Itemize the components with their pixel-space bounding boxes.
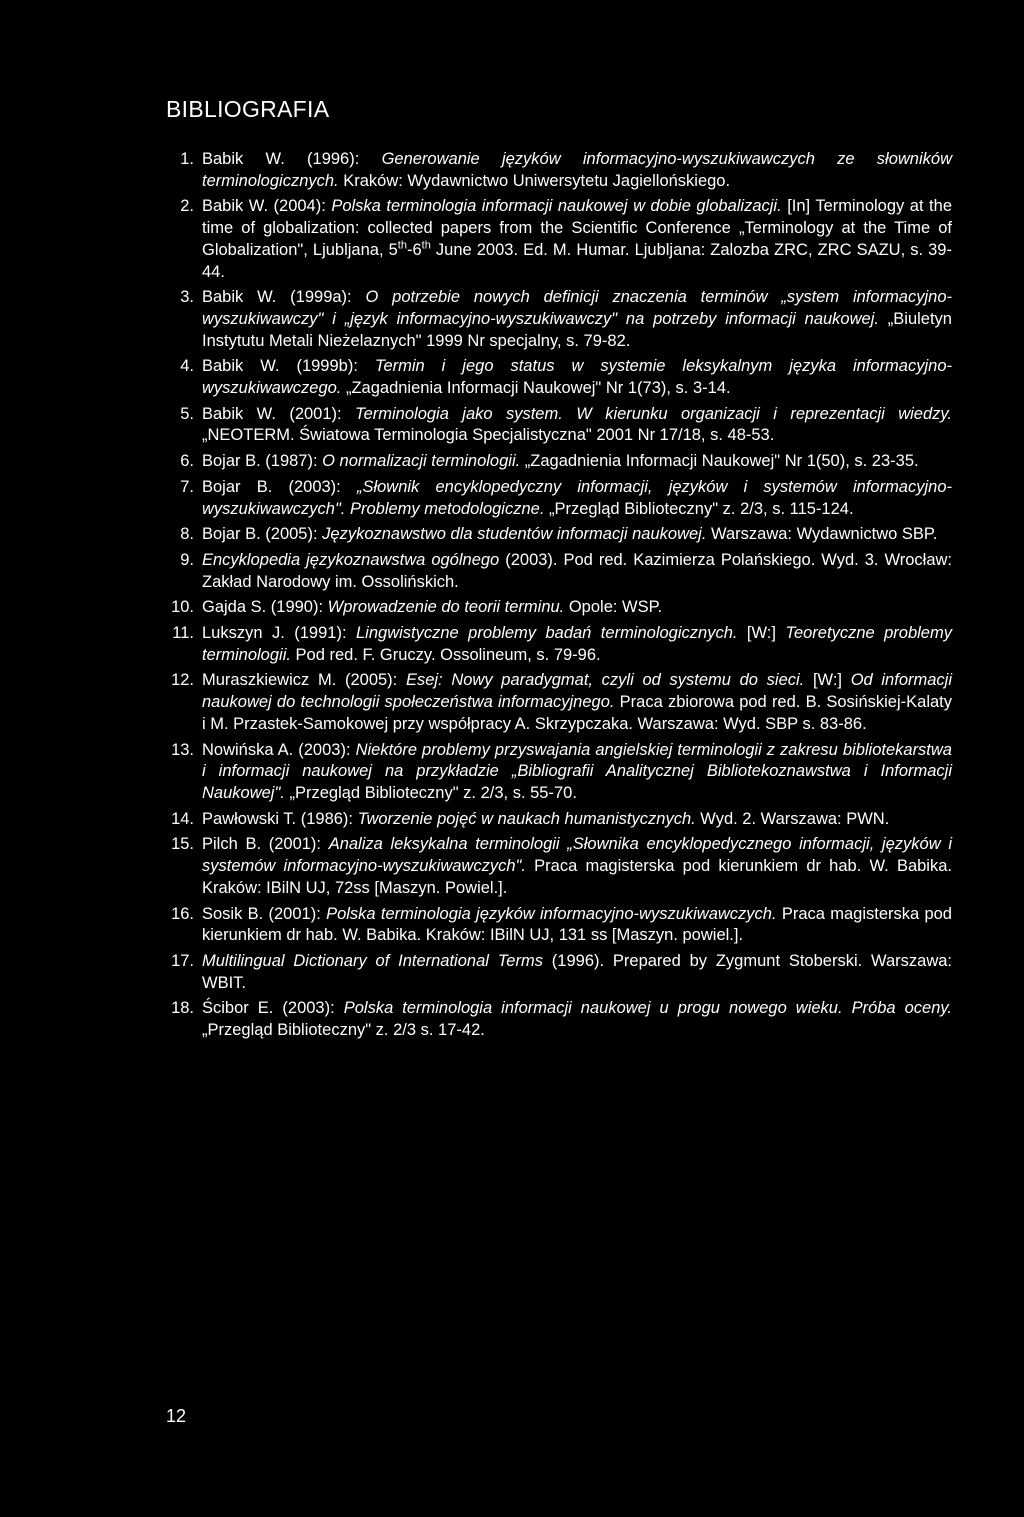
entry-text (202, 550, 952, 593)
entry-title: Tworzenie pojęć w naukach humanistycznych. (357, 809, 696, 828)
entry-segment: [W:] (737, 624, 786, 643)
bibliography-entry (166, 740, 952, 805)
entry-text (202, 404, 952, 447)
entry-text (202, 356, 952, 399)
entry-segment: Wyd. 2. Warszawa: PWN. (695, 809, 890, 828)
entry-text (202, 809, 952, 831)
entry-title: Encyklopedia językoznawstwa ogólnego (202, 550, 500, 569)
entry-text (202, 834, 952, 899)
entry-segment: Bojar B. (2005): (202, 525, 323, 544)
entry-number: 2. (180, 197, 194, 216)
entry-title: Polska terminologia języków informacyjno-wyszukiwawczych. (326, 904, 777, 923)
entry-segment: Bojar B. (1987): (202, 452, 323, 471)
entry-segment: Praca zbiorowa pod red. B. Sosińskiej-Kalaty i M. Przastek-Samokowej przy współpracy A. Skrzypczaka. Warszawa: Wyd. SBP s. 83-86. (202, 693, 952, 733)
entry-title: Generowanie języków informacyjno-wyszukiwawczych ze słowników terminologicznych. (202, 150, 952, 190)
entry-segment: Babik W. (2001): (202, 404, 356, 423)
entry-segment: „Przegląd Biblioteczny" z. 2/3, s. 115-124. (544, 499, 854, 518)
entry-segment: (2003). Pod red. Kazimierza Polańskiego. Wyd. 3. Wrocław: Zakład Narodowy im. Ossolińskich. (202, 550, 952, 591)
entry-segment: Warszawa: Wydawnictwo SBP. (706, 525, 938, 544)
entry-title: Teoretyczne problemy terminologii. (202, 624, 952, 664)
entry-text (202, 149, 952, 192)
entry-title: Od informacji naukowej do technologii społeczeństwa informacyjnego. (202, 671, 952, 712)
bibliography-entry (166, 356, 952, 399)
entry-segment: Ścibor E. (2003): (202, 999, 344, 1018)
bibliography-entry (166, 524, 952, 546)
entry-text (202, 623, 952, 666)
entry-text (202, 740, 952, 805)
entry-title: Termin i jego status w systemie leksykalnym języka informacyjno-wyszukiwawczego. (202, 357, 952, 398)
bibliography-list (166, 149, 952, 1046)
entry-segment: Babik W. (1996): (202, 150, 382, 168)
entry-segment: (1996). Prepared by Zygmunt Stoberski. Warszawa: WBIT. (202, 951, 953, 992)
entry-segment: Kraków: Wydawnictwo Uniwersytetu Jagiellońskiego. (338, 171, 731, 190)
entry-number: 15. (171, 835, 194, 854)
entry-title: Polska terminologia informacji naukowej w dobie globalizacji. (331, 197, 782, 216)
entry-segment: Lukszyn J. (1991): (202, 624, 356, 643)
entry-text (202, 524, 952, 546)
page-number: 12 (166, 1406, 187, 1426)
entry-title: Analiza leksykalna terminologii „Słownika encyklopedycznego informacji, języków i systemów informacyjno-wyszukiwawczych". (202, 835, 952, 876)
entry-number: 4. (180, 357, 194, 376)
entry-text (202, 998, 952, 1041)
bibliography-entry (166, 149, 952, 192)
entry-superscript: th (397, 239, 407, 252)
entry-segment: Pawłowski T. (1986): (202, 809, 358, 828)
entry-number: 1. (180, 150, 194, 168)
bibliography-entry (166, 404, 952, 447)
entry-segment: Sosik B. (2001): (202, 904, 327, 923)
bibliography-entry (166, 477, 952, 520)
entry-segment: „Przegląd Biblioteczny" z. 2/3 s. 17-42. (202, 1021, 485, 1040)
entry-segment: [In] Terminology at the time of globalization: collected papers from the Scientific Conference „Terminology at the Time of Globalization", Ljubljana, 5 (202, 197, 952, 259)
entry-segment: Opole: WSP. (564, 598, 663, 617)
entry-number: 11. (172, 624, 194, 643)
entry-segment: [W:] (804, 671, 851, 690)
entry-number: 8. (180, 525, 194, 544)
entry-segment: -6 (406, 240, 422, 259)
entry-number: 9. (180, 550, 194, 569)
entry-segment: Gajda S. (1990): (202, 598, 328, 617)
entry-number: 18. (171, 999, 194, 1018)
bibliography-entry (166, 998, 952, 1041)
bibliography-entry (166, 451, 952, 473)
bibliography-entry (166, 904, 952, 947)
entry-number: 17. (171, 951, 194, 970)
entry-segment: Pod red. F. Gruczy. Ossolineum, s. 79-96. (290, 645, 601, 664)
entry-segment: Pilch B. (2001): (202, 835, 329, 854)
entry-title: Językoznawstwo dla studentów informacji naukowej. (322, 525, 707, 544)
bibliography-entry (166, 809, 952, 831)
entry-segment: „NEOTERM. Światowa Terminologia Specjalistyczna" 2001 Nr 17/18, s. 48-53. (202, 426, 775, 445)
bibliography-entry (166, 623, 952, 666)
entry-text (202, 670, 952, 735)
entry-number: 14. (171, 809, 194, 828)
entry-number: 10. (171, 598, 194, 617)
entry-superscript: th (421, 239, 431, 252)
entry-segment: Nowińska A. (2003): (202, 740, 356, 759)
entry-number: 12. (171, 671, 194, 690)
entry-title: Lingwistyczne problemy badań terminologicznych. (356, 624, 738, 643)
bibliography-entry (166, 287, 952, 352)
entry-number: 7. (180, 477, 194, 496)
entry-segment: „Zagadnienia Informacji Naukowej" Nr 1(50), s. 23-35. (520, 452, 919, 471)
entry-segment: „Przegląd Biblioteczny" z. 2/3, s. 55-70. (284, 783, 577, 802)
entry-segment: Babik W. (1999a): (202, 288, 366, 307)
page-heading: BIBLIOGRAFIA (166, 96, 330, 122)
entry-title: Niektóre problemy przyswajania angielskiej terminologii z zakresu bibliotekarstwa i informacji naukowej na przykładzie „Bibliografii Analitycznej Bibliotekoznawstwa i Informacji Naukowej". (202, 740, 952, 802)
entry-title: O potrzebie nowych definicji znaczenia terminów „system informacyjno-wyszukiwawczy" i „język informacyjno-wyszukiwawczy" na potrzeby informacji naukowej. (202, 288, 953, 328)
bibliography-entry (166, 670, 952, 735)
entry-title: „Słownik encyklopedyczny informacji, języków i systemów informacyjno-wyszukiwawczych". Problemy metodologiczne. (202, 477, 952, 518)
entry-text (202, 904, 952, 947)
bibliography-entry (166, 834, 952, 899)
entry-text (202, 477, 952, 520)
entry-number: 5. (180, 404, 194, 423)
entry-text (202, 451, 952, 473)
entry-segment: Bojar B. (2003): (202, 477, 357, 496)
entry-title: Polska terminologia informacji naukowej u progu nowego wieku. Próba oceny. (343, 999, 953, 1018)
entry-number: 3. (180, 288, 194, 307)
entry-segment: Babik W. (1999b): (202, 357, 375, 376)
entry-segment: Praca magisterska pod kierunkiem dr hab. W. Babika. Kraków: IBilN UJ, 72ss [Maszyn. Powiel.]. (202, 857, 952, 897)
entry-title: Wprowadzenie do teorii terminu. (327, 598, 565, 617)
entry-title: Multilingual Dictionary of International Terms (202, 951, 543, 970)
entry-text (202, 951, 952, 994)
entry-title: O normalizacji terminologii. (322, 452, 521, 471)
bibliography-entry (166, 550, 952, 593)
entry-segment: Praca magisterska pod kierunkiem dr hab. W. Babika. Kraków: IBilN UJ, 131 ss [Maszyn. powiel.]. (202, 904, 952, 945)
entry-title: Esej: Nowy paradygmat, czyli od systemu do sieci. (405, 671, 805, 690)
entry-number: 16. (171, 904, 194, 923)
entry-segment: Muraszkiewicz M. (2005): (202, 671, 406, 690)
entry-segment: Babik W. (2004): (202, 197, 332, 216)
entry-segment: „Zagadnienia Informacji Naukowej" Nr 1(73), s. 3-14. (341, 379, 731, 398)
entry-segment: June 2003. Ed. M. Humar. Ljubljana: Zalozba ZRC, ZRC SAZU, s. 39-44. (202, 240, 952, 281)
bibliography-entry (166, 951, 952, 994)
entry-segment: „Biuletyn Instytutu Metali Nieżelaznych" 1999 Nr specjalny, s. 79-82. (202, 309, 952, 350)
entry-text (202, 196, 952, 283)
entry-title: Terminologia jako system. W kierunku organizacji i reprezentacji wiedzy. (355, 404, 952, 423)
entry-number: 13. (171, 740, 194, 759)
bibliography-entry (166, 196, 952, 283)
entry-text (202, 597, 952, 619)
bibliography-entry (166, 597, 952, 619)
entry-text (202, 287, 952, 352)
entry-number: 6. (180, 452, 194, 471)
